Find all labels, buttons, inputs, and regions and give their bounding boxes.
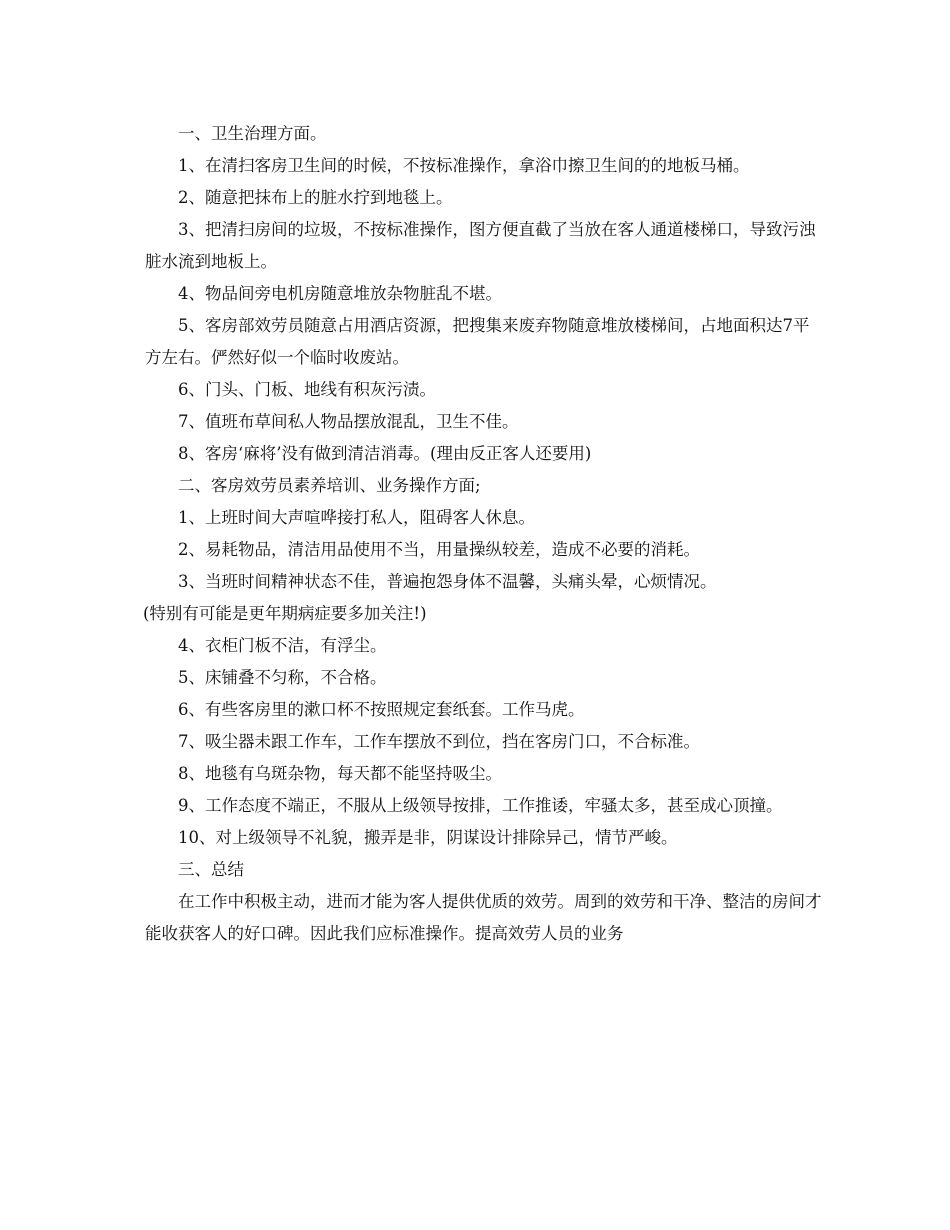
paragraph: 10、对上级领导不礼貌，搬弄是非，阴谋设计排除异己，情节严峻。: [178, 828, 678, 847]
paragraph: 3、把清扫房间的垃圾，不按标准操作，图方便直截了当放在客人通道楼梯口，导致污浊脏水流到地板上。: [145, 220, 816, 271]
paragraph: 3、当班时间精神状态不佳，普遍抱怨身体不温馨，头痛头晕，心烦情况。: [178, 572, 717, 591]
paragraph: 2、随意把抹布上的脏水拧到地毯上。: [178, 188, 453, 207]
paragraph: 2、易耗物品，清洁用品使用不当，用量操纵较差，造成不必要的消耗。: [178, 540, 700, 559]
paragraph: 5、客房部效劳员随意占用酒店资源，把搜集来废弃物随意堆放楼梯间，占地面积达7平方左右。俨然好似一个临时收废站。: [145, 316, 810, 367]
paragraph-note: (特别有可能是更年期病症要多加关注!): [143, 604, 427, 623]
paragraph: 7、吸尘器未跟工作车，工作车摆放不到位，挡在客房门口，不合标准。: [178, 732, 700, 751]
document-body: [145, 118, 825, 950]
paragraph: 8、地毯有乌斑杂物，每天都不能坚持吸尘。: [178, 764, 502, 783]
paragraph: 6、门头、门板、地线有积灰污渍。: [178, 380, 436, 399]
section-heading-hygiene: 一、卫生治理方面。: [178, 124, 327, 143]
paragraph: 4、物品间旁电机房随意堆放杂物脏乱不堪。: [178, 284, 502, 303]
paragraph: 5、床铺叠不匀称，不合格。: [178, 668, 387, 687]
paragraph: 1、上班时间大声喧哗接打私人，阻碍客人休息。: [178, 508, 535, 527]
paragraph: 8、客房‘麻将’没有做到清洁消毒。(理由反正客人还要用): [178, 444, 592, 463]
paragraph: 在工作中积极主动，进而才能为客人提供优质的效劳。周到的效劳和干净、整洁的房间才能收获客人的好口碑。因此我们应标准操作。提高效劳人员的业务: [145, 892, 822, 943]
paragraph: 6、有些客房里的漱口杯不按照规定套纸套。工作马虎。: [178, 700, 585, 719]
paragraph: 9、工作态度不端正，不服从上级领导按排，工作推诿，牢骚太多，甚至成心顶撞。: [178, 796, 783, 815]
paragraph: 4、衣柜门板不洁，有浮尘。: [178, 636, 387, 655]
section-heading-training: 二、客房效劳员素养培训、业务操作方面;: [178, 476, 481, 495]
section-heading-summary: 三、总结: [178, 860, 244, 879]
paragraph: 7、值班布草间私人物品摆放混乱，卫生不佳。: [178, 412, 519, 431]
paragraph: 1、在清扫客房卫生间的时候，不按标准操作，拿浴巾擦卫生间的的地板马桶。: [178, 156, 750, 175]
